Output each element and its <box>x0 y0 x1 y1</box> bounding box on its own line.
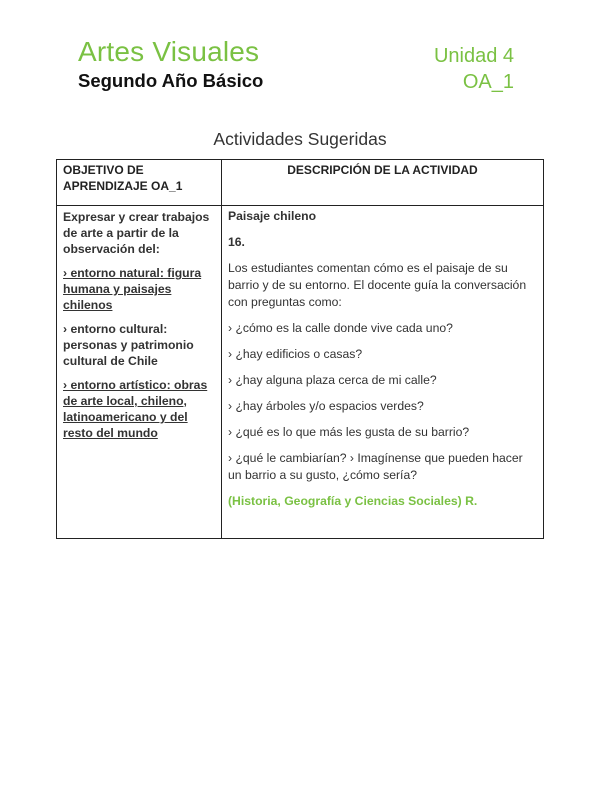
objective-column-header: OBJETIVO DE APRENDIZAJE OA_1 <box>57 160 222 206</box>
objective-cell <box>57 206 222 539</box>
subject-connection: (Historia, Geografía y Ciencias Sociales) R. <box>228 494 478 508</box>
activity-question: › ¿hay alguna plaza cerca de mi calle? <box>228 373 437 387</box>
activity-question: › ¿cómo es la calle donde vive cada uno? <box>228 321 453 335</box>
objective-item-natural: › entorno natural: figura humana y paisajes chilenos <box>63 266 202 312</box>
section-title: Actividades Sugeridas <box>213 129 387 149</box>
activity-question: › ¿hay árboles y/o espacios verdes? <box>228 399 424 413</box>
objective-intro: Expresar y crear trabajos de arte a partir de la observación del: <box>63 210 210 256</box>
document-header <box>78 36 514 96</box>
activity-question: › ¿qué es lo que más les gusta de su barrio? <box>228 425 470 439</box>
objective-item-artistic: › entorno artístico: obras de arte local, chileno, latinoamericano y del resto del mundo <box>63 378 208 440</box>
table-row <box>57 206 544 539</box>
activity-number: 16. <box>228 235 245 249</box>
oa-code: OA_1 <box>462 71 514 93</box>
unit-label: Unidad 4 <box>433 45 514 67</box>
activity-question: › ¿qué le cambiarían? › Imagínense que pueden hacer un barrio a su gusto, ¿cómo sería? <box>228 451 523 482</box>
activity-table <box>56 159 544 539</box>
activity-question: › ¿hay edificios o casas? <box>228 347 363 361</box>
activity-cell <box>222 206 544 539</box>
description-column-header: DESCRIPCIÓN DE LA ACTIVIDAD <box>222 160 544 206</box>
table-header-row <box>57 160 544 206</box>
subject-title: Artes Visuales <box>78 36 260 67</box>
objective-item-cultural: › entorno cultural: personas y patrimonio cultural de Chile <box>63 322 194 368</box>
grade-title: Segundo Año Básico <box>78 70 264 91</box>
activity-description: Los estudiantes comentan cómo es el paisaje de su barrio y de su entorno. El docente guía la conversación con preguntas como: <box>228 261 527 309</box>
activity-title: Paisaje chileno <box>228 209 317 223</box>
